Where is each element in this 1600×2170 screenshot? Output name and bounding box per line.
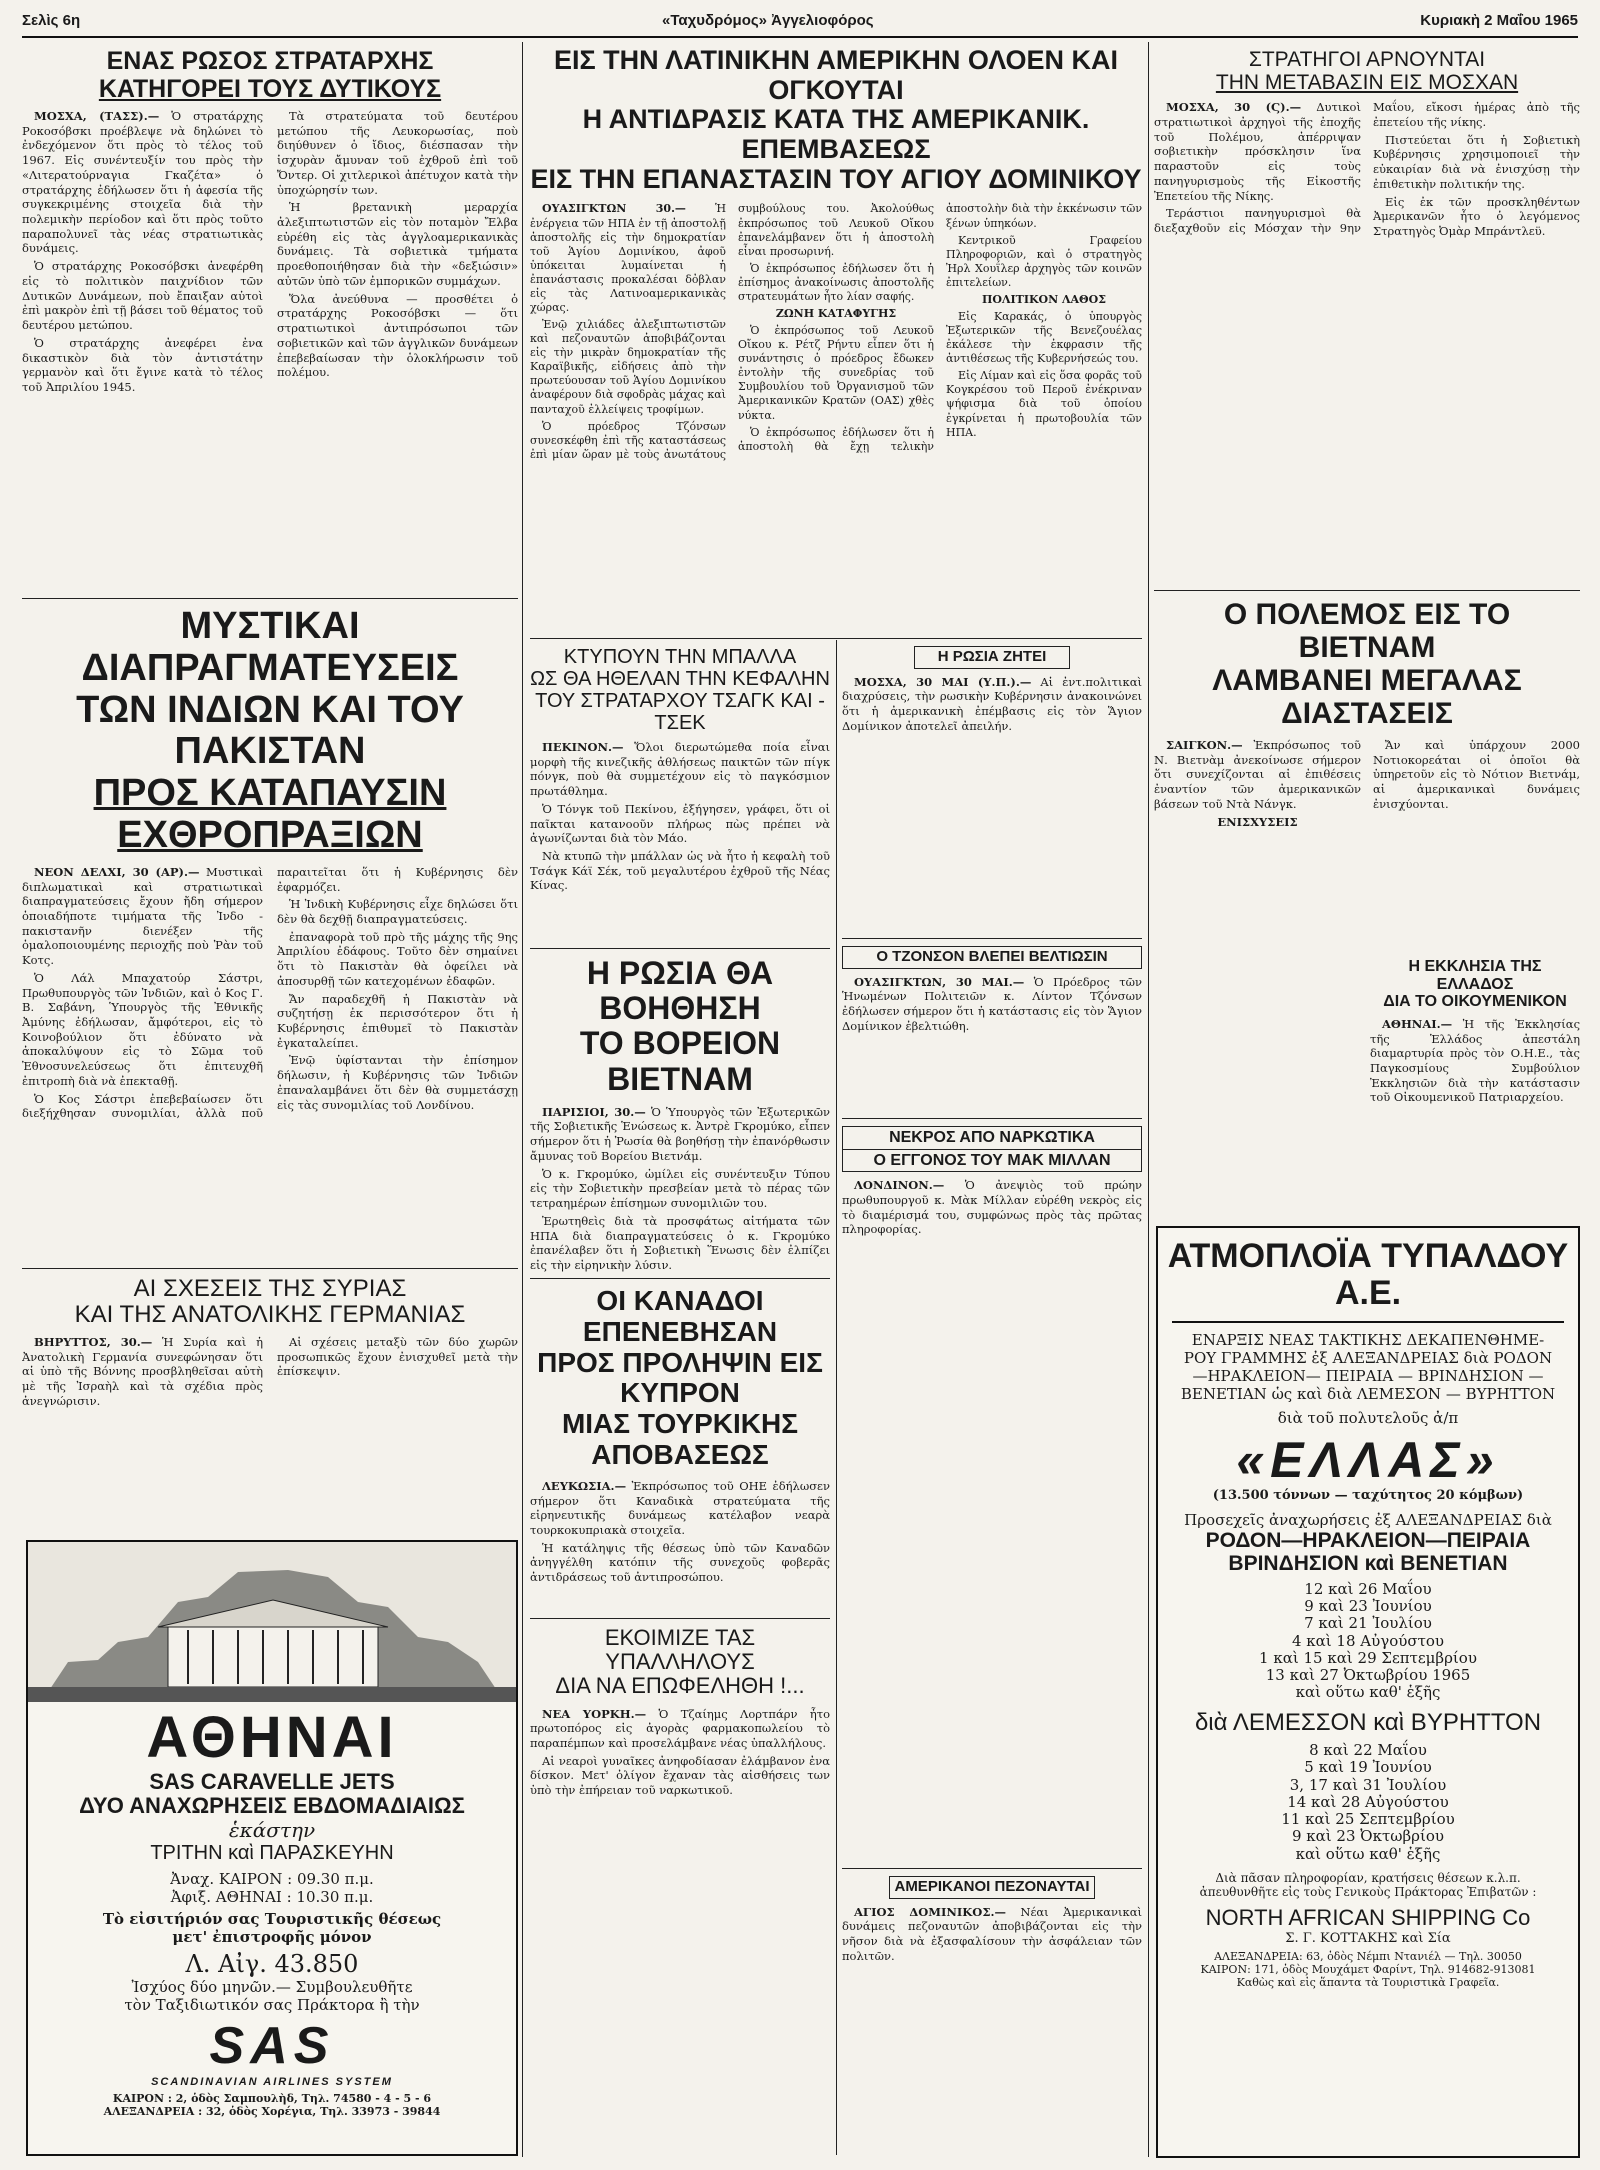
subheading: ΕΝΙΣΧΥΣΕΙΣ: [1217, 814, 1298, 829]
paragraph: Δυτικοὶ στρατιωτικοὶ ἀρχηγοὶ τῆς ἐποχῆς τοῦ Πολέμου, ἀπέρριψαν σοβιετικὴν πρόσκλησιν ἵνα παραστοῦν εἰς τοὺς πανηγυρισμοὺς τῆς Εἰκοστῆς Ἐπετείου τῆς Νίκης.: [1154, 100, 1361, 203]
article-body: [530, 1105, 830, 1276]
headline: ΤΩΝ ΙΝΔΙΩΝ ΚΑΙ ΤΟΥ ΠΑΚΙΣΤΑΝ: [76, 688, 464, 773]
paragraph: Ὁ Πρόεδρος τῶν Ἡνωμένων Πολιτειῶν κ. Λίντον Τζόνσων ἐδήλωσεν σήμερον ὅτι ἡ κατάστασις εἰς τὸν Ἅγιον Δομίνικον ἐβελτιώθη.: [842, 974, 1142, 1033]
headline: ΚΑΤΗΓΟΡΕΙ ΤΟΥΣ ΔΥΤΙΚΟΥΣ: [98, 74, 442, 103]
article-body: [530, 1707, 830, 2156]
paragraph: Αἱ ἐντ.πολιτικαὶ διαχρύσεις, τὴν ρωσικὴν Κυβέρνησιν ἀνακοινώνει ὅτι ἡ ἀμερικανικὴ ἐπέμβασις εἰς τὸν Ἅγιον Δομίνικον ἀποτελεῖ ἀπειλήν.: [842, 674, 1142, 733]
headline: Ο ΕΓΓΟΝΟΣ ΤΟΥ ΜΑΚ ΜΙΛΛΑΝ: [842, 1150, 1142, 1173]
ad-line: (13.500 τόννων — ταχύτητος 20 κόμβων): [1212, 1487, 1524, 1503]
ad-price: Λ. Αἰγ. 43.850: [185, 1950, 359, 1979]
dateline: ΟΥΑΣΙΓΚΤΩΝ, 30 ΜΑΙ.—: [854, 974, 1025, 989]
paragraph: Τὰ στρατεύματα τοῦ δευτέρου μετώπου τῆς Λευκορωσίας, ποὺ διηύθυνεν ὁ ἴδιος, διέσπασαν τὴν ἰσχυρὰν ἄμυναν τοῦ ἐχθροῦ ἐπὶ τοῦ Ὄντερ. Οἱ χιτλερικοὶ ἀπέτυχον κατὰ τὴν ὑποχώρησίν των.: [277, 109, 518, 197]
article-vietnam-war: [1154, 598, 1580, 958]
dateline: ΛΟΝΔΙΝΟΝ.—: [854, 1178, 945, 1193]
article-american-marines: [842, 1876, 1142, 2156]
article-latin-america: [530, 46, 1142, 636]
ad-line: διὰ τοῦ πολυτελοῦς ἀ/π: [1277, 1408, 1459, 1427]
ad-line: διὰ ΛΕΜΕΣΣΟΝ καὶ ΒΥΡΗΤΤΟΝ: [1194, 1708, 1542, 1736]
dateline: ΜΟΣΧΑ, 30 (Ϛ).—: [1166, 100, 1302, 115]
paragraph: Πιστεύεται ὅτι ἡ Σοβιετικὴ Κυβέρνησις χρησιμοποιεῖ τὴν εὐκαιρίαν διὰ νὰ ἐνισχύσῃ τὴν ἐπιθετικὴν πολιτικήν της.: [1373, 132, 1580, 191]
article-body: [1370, 1017, 1580, 1217]
masthead: [22, 6, 1578, 38]
headline: ΝΕΚΡΟΣ ΑΠΟ ΝΑΡΚΩΤΙΚΑ: [842, 1126, 1142, 1150]
headline: Ο ΠΟΛΕΜΟΣ ΕΙΣ ΤΟ ΒΙΕΤΝΑΜ: [1223, 598, 1511, 664]
headline: ΠΡΟΣ ΚΑΤΑΠΑΥΣΙΝ ΕΧΘΡΟΠΡΑΞΙΩΝ: [93, 772, 447, 856]
paragraph: Ὁ Τόνγκ τοῦ Πεκίνου, ἐξήγησεν, γράφει, ὅτι οἱ παῖκται κατανοοῦν πλήρως πὼς πρέπει νὰ ἀγωνίζωνται διὰ τὸν Μάο.: [530, 801, 830, 846]
paragraph: Ὁ ἐκπρόσωπος ἐδήλωσεν ὅτι ἡ ἀποστολὴ θὰ ἔχῃ τελικὴν ἀποστολὴν διὰ τὴν ἐκκένωσιν τῶν ξένων ὑπηκόων.: [738, 202, 1142, 453]
headline: Ο ΤΖΟΝΣΟΝ ΒΛΕΠΕΙ ΒΕΛΤΙΩΣΙΝ: [842, 946, 1142, 969]
ad-line: Προσεχεῖς ἀναχωρήσεις ἐξ ΑΛΕΞΑΝΔΡΕΙΑΣ διὰ: [1184, 1510, 1552, 1529]
article-body: [842, 1178, 1142, 1608]
typaldos-advertisement: [1156, 1226, 1580, 2158]
article-syria-germany: [22, 1276, 518, 1536]
paragraph: Ἐκπρόσωπος τοῦ Ν. Βιετνὰμ ἀνεκοίνωσε σήμερον ὅτι συνεχίζονται αἱ ἐπιθέσεις ἐναντίον τῶν ἀμερικανικῶν βάσεων τοῦ Ντὰ Νάνγκ.: [1154, 738, 1361, 811]
paragraph: Ἡ βρετανικὴ μεραρχία ἀλεξιπτωτιστῶν εἰς τὸν ποταμὸν Ἔλβα εὐρέθη εἰς τὰς ἀγγλοαμερικανικὰς δυνάμεις. Τὰ σοβιετικὰ τμήματα προεθοποιήθησαν διὰ τὴν «δεξιώσιν» αὐτῶν ὑπὸ τῶν ἐμπορικῶν συμμάχων.: [277, 200, 518, 288]
paragraph: Τεράστιοι πανηγυρισμοὶ θὰ διεξαχθοῦν εἰς Μόσχαν τὴν 9ην Μαΐου, εἴκοσι ἡμέρας ἀπὸ τῆς ἐπετείου τῆς νίκης.: [1154, 100, 1580, 235]
ad-line: —ΗΡΑΚΛΕΙΟΝ— ΠΕΙΡΑΙΑ — ΒΡΙΝΔΗΣΙΟΝ —: [1192, 1366, 1544, 1385]
article-russia-demands: [842, 646, 1142, 936]
headline: ΚΤΥΠΟΥΝ ΤΗΝ ΜΠΑΛΛΑ: [563, 646, 797, 668]
section-rule: [530, 1618, 830, 1619]
headline: ΩΣ ΘΑ ΗΘΕΛΑΝ ΤΗΝ ΚΕΦΑΛΗΝ: [530, 668, 830, 690]
headline: ΤΗΝ ΜΕΤΑΒΑΣΙΝ ΕΙΣ ΜΟΣΧΑΝ: [1215, 71, 1519, 95]
sailing-dates-list: [1158, 1742, 1578, 1863]
paragraph: Ὁ ἀνεψιὸς τοῦ πρώην πρωθυπουργοῦ κ. Μὰκ Μίλλαν εὑρέθη νεκρὸς εἰς τὸ διαμέρισμά του, συμφώνως πρὸς τὰς πρῶτας πληροφορίας.: [842, 1178, 1142, 1237]
section-rule: [1154, 590, 1580, 591]
agent-subtitle: Σ. Γ. ΚΟΤΤΑΚΗΣ καὶ Σία: [1285, 1930, 1451, 1946]
paragraph: Ἡ κατάληψις τῆς θέσεως ὑπὸ τῶν Καναδῶν ἀνηγγέλθη κατόπιν τῆς συνεχοῦς φοβερᾶς ἀντιδράσεως τοῦ ἀντιπροσώπου.: [530, 1540, 830, 1585]
headline: ΤΟΥ ΣΤΡΑΤΑΡΧΟΥ ΤΣΑΓΚ ΚΑΙ - ΤΣΕΚ: [535, 690, 825, 734]
headline: ΑΙ ΣΧΕΣΕΙΣ ΤΗΣ ΣΥΡΙΑΣ: [133, 1276, 407, 1302]
dateline: ΝΕΑ ΥΟΡΚΗ.—: [542, 1706, 647, 1721]
paragraph: Ἡ τῆς Ἐκκλησίας τῆς Ἑλλάδος ἀπεστάλη διαμαρτυρία πρὸς τὸν Ο.Η.Ε., τὰς Παγκοσμίους Συμβούλιον Ἐκκλησιῶν διὰ τὴν κατάστασιν τοῦ Οἰκουμενικοῦ Πατριαρχείου.: [1370, 1016, 1580, 1105]
paragraph: ἐπαναφορὰ τοῦ πρὸ τῆς μάχης τῆς 9ης Ἀπριλίου ἐδάφους. Τοῦτο δὲν σημαίνει ὅτι τὸ Πακιστὰν θὰ ὀφείλει νὰ ἀποσυρθῇ τῶν κατεχομένων ἐδαφῶν.: [277, 929, 518, 988]
article-russian-marshal: [22, 48, 518, 588]
paragraph: Ἡ ἐνέργεια τῶν ΗΠΑ ἐν τῇ ἀποστολῇ ἀποστολῆς εἰς τὴν δημοκρατίαν τοῦ Ἁγίου Δομινίκου, ἀφοῦ ὑπόκειται λυμαίνεται ἡ ἐπανάστασις προκαλέσαι δὀβλαν εἰς τὰς Λατινοαμερικανικὰς χώρας.: [530, 202, 726, 314]
sailing-date: 9 καὶ 23 Ἰουνίου: [1304, 1597, 1432, 1616]
ad-address: ΚΑΙΡΟΝ: 171, ὁδὸς Μουχάμετ Φαρίντ, Τηλ. 914682-913081: [1200, 1962, 1536, 1976]
paragraph: Αἱ νεαροὶ γυναῖκες ἀνηφοδίασαν ἐλάμβανον ἐνα δίσκον. Μετ' ὀλίγον ἔχαναν τὰς αἰσθήσεις των ὑπὸ τὴν ἐπήρειαν τοῦ ναρκωτικοῦ.: [530, 1753, 830, 1798]
paragraph: Ἐνῷ ὑφίστανται τὴν ἐπίσημον δήλωσιν, ἡ Κυβέρνησις τῶν Ἰνδιῶν ἐπαναλαμβάνει ὅτι δὲν θὰ συμμετάσχῃ εἰς τὰς συνομιλίας τοῦ Λονδίνου.: [277, 1053, 518, 1112]
ad-line: Διὰ πᾶσαν πληροφορίαν, κρατήσεις θέσεων κ.λ.π.: [1215, 1870, 1521, 1885]
headline: ΜΥΣΤΙΚΑΙ ΔΙΑΠΡΑΓΜΑΤΕΥΣΕΙΣ: [81, 606, 459, 689]
ad-address: Καθὼς καὶ εἰς ἅπαντα τὰ Τουριστικὰ Γραφεῖα.: [1236, 1975, 1500, 1989]
parliament-building-illustration: [28, 1542, 516, 1702]
ad-line: ΡΟΔΟΝ—ΗΡΑΚΛΕΙΟΝ—ΠΕΙΡΑΙΑ: [1205, 1528, 1531, 1552]
paragraph: Εἰς Καρακάς, ὁ ὑπουργὸς Ἐξωτερικῶν τῆς Βενεζουέλας ἐκάλεσε τὴν ἐκφρασιν τῆς ἀντιθέσεως τῆς Κυβερνήσεώς του.: [946, 309, 1142, 366]
paragraph: Νὰ κτυπῶ τὴν μπάλλαν ὡς νὰ ἦτο ἡ κεφαλὴ τοῦ Τσάγκ Κάϊ Σέκ, τοῦ μεγαλυτέρου ἐχθροῦ τῆς Νέας Κίνας.: [530, 849, 830, 893]
ad-line: ἀπευθυνθῆτε εἰς τοὺς Γενικοὺς Πράκτορας Ἐπιβατῶν :: [1199, 1884, 1537, 1899]
ad-line: Ἀφιξ. ΑΘΗΝΑΙ : 10.30 π.μ.: [170, 1888, 374, 1907]
paragraph: Ὁ ἐκπρόσωπος ἐδήλωσεν ὅτι ἡ ἐπίσημος ἀνακοίνωσις ἀποστολῆς στρατευμάτων ἦτο λίαν σαφής.: [738, 261, 934, 303]
sailing-date: 12 καὶ 26 Μαΐου: [1304, 1579, 1432, 1598]
headline: ΟΙ ΚΑΝΑΔΟΙ ΕΠΕΝΕΒΗΣΑΝ: [582, 1286, 778, 1347]
sailing-date: 11 καὶ 25 Σεπτεμβρίου: [1281, 1810, 1455, 1829]
dateline: ΒΗΡΥΤΤΟΣ, 30.—: [34, 1334, 153, 1349]
sailing-date: 13 καὶ 27 Ὀκτωβρίου 1965: [1265, 1666, 1471, 1685]
dateline: ΝΕΟΝ ΔΕΛΧΙ, 30 (ΑΡ).—: [34, 864, 200, 879]
subheading: ΖΩΝΗ ΚΑΤΑΦΥΓΗΣ: [775, 306, 897, 320]
ad-line: ἑκάστην: [228, 1818, 316, 1843]
article-body: [22, 865, 518, 1266]
article-body: [22, 1335, 518, 1510]
ad-rule: [1172, 1321, 1564, 1323]
ad-title: ΑΤΜΟΠΛΟΪΑ ΤΥΠΑΛΔΟΥ Α.Ε.: [1167, 1237, 1569, 1313]
ad-line: Ἰσχύος δύο μηνῶν.— Συμβουλευθῆτε: [131, 1978, 413, 1997]
paragraph: Ἐρωτηθεὶς διὰ τὰ προσφάτως αἰτήματα τῶν ΗΠΑ διὰ διαπραγματεύσεις ὁ κ. Γκρομύκο ἐπανέλαβεν ὅτι ἡ Σοβιετικὴ Ἕνωσις δὲν ἐλπίζει εἰς τὴν εἰρηνικὴν λύσιν.: [530, 1213, 830, 1272]
dateline: ΛΕΥΚΩΣΙΑ.—: [542, 1478, 627, 1493]
article-body: [842, 975, 1142, 1100]
sailing-date: 14 καὶ 28 Αὐγούστου: [1287, 1792, 1449, 1811]
sailing-date: 3, 17 καὶ 31 Ἰουλίου: [1289, 1775, 1447, 1794]
subheading: ΠΟΛΙΤΙΚΟΝ ΛΑΘΟΣ: [981, 292, 1107, 306]
article-body: [22, 109, 518, 569]
ad-line: ΒΡΙΝΔΗΣΙΟΝ καὶ ΒΕΝΕΤΙΑΝ: [1228, 1551, 1508, 1575]
article-body: [842, 675, 1142, 925]
dateline: ΑΘΗΝΑΙ.—: [1382, 1016, 1453, 1031]
headline: Η ΡΩΣΙΑ ΖΗΤΕΙ: [914, 646, 1070, 669]
headline: ΕΝΑΣ ΡΩΣΟΣ ΣΤΡΑΤΑΡΧΗΣ: [106, 48, 434, 75]
paragraph: Ὁ Λάλ Μπαχατούρ Σάστρι, Πρωθυπουργὸς τῶν Ἰνδιῶν, καὶ ὁ Κος Γ. Β. Σαβάνη, Ὑπουργὸς τῆς Ἐθνικῆς Ἀμύνης ἐδήλωσαν, ἄμφότεροι, εἰς τὸ Κοινοβούλιον ὅτι ἐδύνατο νὰ ἀποκαλύψουν εἰς τὸ Σῶμα τοῦ Ἐθνοσυνελεύσεως ὅτι ἐπιτευχθῆ ἐπιτροπὴ διὰ νὰ ἐπεκταθῇ.: [22, 970, 263, 1088]
headline: ΜΙΑΣ ΤΟΥΡΚΙΚΗΣ ΑΠΟΒΑΣΕΩΣ: [561, 1408, 799, 1470]
ad-title: ΑΘΗΝΑΙ: [146, 1705, 398, 1770]
dateline: ΜΟΣΧΑ, (ΤΑΣΣ).—: [34, 109, 160, 123]
paragraph: Ἄν καὶ ὑπάρχουν 2000 Νοτιοκορεάται οἱ ὁποῖοι θὰ ὑπηρετοῦν εἰς τὸ Νότιον Βιετνάμ, αἱ ἀμερικανικαὶ δυνάμεις ἐνισχύονται.: [1373, 738, 1580, 811]
paragraph: Ὁ Κος Σάστρι ἐπεβεβαίωσεν ὅτι διεξήχθησαν συνομιλίαι, ἀλλὰ ποῦ παραιτεῖται ὅτι ἡ Κυβέρνησις δὲν ἐφαρμόζει.: [22, 864, 518, 1121]
sailing-date: καὶ οὕτω καθ' ἑξῆς: [1295, 1683, 1441, 1702]
article-body: [1154, 100, 1580, 570]
article-body: [1154, 738, 1580, 958]
article-macmillan-grandson: [842, 1126, 1142, 1626]
paragraph: Ὁ στρατάρχης Ροκοσόβσκι ἀνεφέρθη εἰς τὸ πολιτικὸν παιχνίδιον τῶν Δυτικῶν Δυνάμεων, ποὺ ἔπαιξαν αὐτοὶ ἐπὶ μακρὸν ἐπὶ τῇ βάσει τοῦ θέματος τοῦ δευτέρου μετώπου.: [22, 259, 263, 333]
article-body: [842, 1905, 1142, 2135]
headline: Η ΑΝΤΙΔΡΑΣΙΣ ΚΑΤΑ ΤΗΣ ΑΜΕΡΙΚΑΝΙΚ. ΕΠΕΜΒΑΣΕΩΣ: [582, 104, 1090, 165]
headline: Η ΕΚΚΛΗΣΙΑ ΤΗΣ ΕΛΛΑΔΟΣ: [1408, 958, 1542, 993]
dateline: ΑΓΙΟΣ ΔΟΜΙΝΙΚΟΣ.—: [854, 1904, 1006, 1919]
paragraph: Αἱ σχέσεις μεταξὺ τῶν δύο χωρῶν προσωπικῶς ἔχουν ἐνισχυθεῖ μετὰ τὴν ἐπίσκεψιν.: [277, 1334, 518, 1379]
headline: ΛΑΜΒΑΝΕΙ ΜΕΓΑΛΑΣ ΔΙΑΣΤΑΣΕΙΣ: [1212, 664, 1522, 730]
paragraph: Ὁ Ὑπουργὸς τῶν Ἐξωτερικῶν τῆς Σοβιετικῆς Ἑνώσεως κ. Ἀντρὲ Γκρομύκο, εἶπεν σήμερον ὅτι ἡ Ῥωσία θὰ βοηθήσῃ τὴν ἐπανόρθωσιν ἄμυνας τοῦ Βορείου Βιετνάμ.: [530, 1104, 830, 1163]
page-number: Σελὶς 6η: [22, 12, 81, 29]
column-rule: [522, 42, 523, 2157]
newspaper-name: «Ταχυδρόμος» Ἀγγελιοφόρος: [662, 12, 874, 29]
headline: ΕΙΣ ΤΗΝ ΕΠΑΝΑΣΤΑΣΙΝ ΤΟΥ ΑΓΙΟΥ ΔΟΜΙΝΙΚΟΥ: [530, 163, 1142, 194]
paragraph: Ὁ ἐκπρόσωπος τοῦ Λευκοῦ Οἴκου κ. Ρέτζ Ρήντυ εἶπεν ὅτι ἡ συνάντησις ὁ πρόεδρος ἔδωκεν ἐντολὴν τῆς συνεδρίας τοῦ Συμβουλίου τοῦ Ὀργανισμοῦ τῶν Ἀμερικανικῶν Κρατῶν (ΟΑΣ) χθὲς νύκτα.: [738, 324, 934, 422]
section-rule: [22, 1268, 518, 1269]
dateline: ΣΑΙΓΚΟΝ.—: [1166, 738, 1243, 752]
paragraph: Μυστικαὶ διπλωματικαὶ καὶ στρατιωτικαὶ διαπραγματεύσεις ἔχουν ἤδη σήμερον ὁποιαδήποτε τιμήματα τῆς Ἰνδο - πακιστανῆν διενέξεν τῆς ὁμαλοποιουμένης περιοχῆς ποὺ Ῥὰν τοῦ Κοτς.: [22, 864, 263, 968]
headline: ΑΜΕΡΙΚΑΝΟΙ ΠΕΖΟΝΑΥΤΑΙ: [889, 1876, 1095, 1899]
paragraph: Ἐνῷ χιλιάδες ἀλεξιπτωτιστῶν καὶ πεζοναυτῶν ἀποβιβάζονται εἰς τὴν μικρὰν δημοκρατίαν τῆς Καραϊβικῆς, εἰδήσεις ἀπὸ τὴν πρωτεύουσαν τοῦ Ἁγίου Δομινίκου ἀναφέρουν διὰ σφοδρὰς μάχας καὶ πανταχοῦ ἐλλείψεις τροφίμων.: [530, 318, 726, 416]
paragraph: Κεντρικοῦ Γραφείου Πληροφοριῶν, καὶ ὁ στρατηγὸς Ἠρλ Χουΐλερ ἀρχηγὸς τῶν κοινῶν ἐπιτελείων.: [946, 233, 1142, 289]
sailing-date: 1 καὶ 15 καὶ 29 Σεπτεμβρίου: [1259, 1648, 1477, 1667]
ad-address: ΑΛΕΞΑΝΔΡΕΙΑ: 63, ὁδὸς Νέμπι Ντανιέλ — Τηλ. 30050: [1214, 1949, 1522, 1963]
paragraph: Ὅλοι διερωτώμεθα ποία εἶναι μορφὴ τῆς κινεζικῆς ἀθλήσεως παικτῶν τῶν πίγκ πόνγκ, ποὺ θὰ συμμετέχουν εἰς τὸ παγκόσμιον πρωτάθλημα.: [530, 740, 830, 799]
issue-date: Κυριακὴ 2 Μαΐου 1965: [1420, 12, 1578, 29]
sailing-date: 4 καὶ 18 Αὐγούστου: [1291, 1631, 1445, 1650]
headline: Η ΡΩΣΙΑ ΘΑ ΒΟΗΘΗΣΗ: [586, 956, 774, 1027]
headline: ΤΟ ΒΟΡΕΙΟΝ ΒΙΕΤΝΑΜ: [579, 1025, 781, 1097]
ad-line: Ἀναχ. ΚΑΙΡΟΝ : 09.30 π.μ.: [170, 1870, 374, 1889]
ad-line: Τὸ εἰσιτήριόν σας Τουριστικῆς θέσεως: [102, 1910, 442, 1929]
article-johnson-improvement: [842, 946, 1142, 1116]
paragraph: Ὁ Τζαίημς Λορτπάρν ἦτο πρωτοπόρος εἰς ἀγορὰς φαρμακοπωλείου τὸ παραπέμπων καὶ προσελάμβανε νέας ὑπαλλήλους.: [530, 1706, 830, 1750]
ad-address: ΑΛΕΞΑΝΔΡΕΙΑ : 32, ὁδὸς Χορέγια, Τηλ. 33973 - 39844: [103, 2105, 441, 2119]
headline: ΔΙΑ ΝΑ ΕΠΩΦΕΛΗΘΗ !...: [555, 1673, 805, 1699]
section-rule: [842, 1868, 1142, 1869]
sailing-dates-list: [1158, 1581, 1578, 1702]
article-canadians-cyprus: [530, 1286, 830, 1616]
agent-name: NORTH AFRICAN SHIPPING Co: [1205, 1904, 1531, 1930]
headline: ΠΡΟΣ ΠΡΟΛΗΨΙΝ ΕΙΣ ΚΥΠΡΟΝ: [537, 1346, 823, 1409]
paragraph: Ἄν παραδεχθῆ ἡ Πακιστὰν νὰ συζητήσῃ ἐκ περισσότερον ὅτι ἡ Κυβέρνησις ἐπιθυμεῖ τὸ Πακιστὰν ἐγκαταλείπει.: [277, 991, 518, 1050]
article-body: [530, 1479, 830, 1616]
article-generals-refuse: [1154, 48, 1580, 588]
paragraph: Ἐκπρόσωπος τοῦ ΟΗΕ ἐδήλωσεν σήμερον ὅτι Καναδικὰ στρατεύματα τῆς εἰρηνευτικῆς δυνάμεως κατέλαβον νεαρὰ τουρκοκυπριακὰ στοιχεῖα.: [530, 1478, 830, 1537]
paragraph: Νέαι Ἀμερικανικαὶ δυνάμεις πεζοναυτῶν ἀποβιβάζονται εἰς τὴν νῆσον διὰ νὰ ἐξασφαλίσουν τὴν ἀσφάλειαν τῶν πολιτῶν.: [842, 1904, 1142, 1963]
paragraph: Εἰς ἐκ τῶν προσκληθέντων Ἀμερικανῶν ἦτο ὁ λεγόμενος Στρατηγὸς Ὀμὰρ Μπράντλεϋ.: [1373, 194, 1580, 238]
sas-logo: SAS: [209, 2017, 335, 2076]
section-rule: [530, 948, 830, 949]
headline: ΕΙΣ ΤΗΝ ΛΑΤΙΝΙΚΗΝ ΑΜΕΡΙΚΗΝ ΟΛΟΕΝ ΚΑΙ ΟΓΚΟΥΤΑΙ: [553, 46, 1119, 105]
sailing-date: 9 καὶ 23 Ὀκτωβρίου: [1291, 1827, 1445, 1846]
dateline: ΟΥΑΣΙΓΚΤΩΝ 30.—: [542, 202, 686, 216]
headline: ΚΑΙ ΤΗΣ ΑΝΑΤΟΛΙΚΗΣ ΓΕΡΜΑΝΙΑΣ: [74, 1301, 466, 1329]
sailing-date: καὶ οὕτω καθ' ἑξῆς: [1295, 1844, 1441, 1863]
section-rule: [530, 638, 1142, 639]
headline: ΔΙΑ ΤΟ ΟΙΚΟΥΜΕΝΙΚΟΝ: [1383, 993, 1567, 1011]
ad-address: ΚΑΙΡΟΝ : 2, ὁδὸς Σαμπουλὴδ, Τηλ. 74580 - 4 - 5 - 6: [112, 2092, 432, 2106]
ad-line: ΒΕΝΕΤΙΑΝ ὡς καὶ διὰ ΛΕΜΕΣΟΝ — ΒΥΡΗΤΤΟΝ: [1180, 1384, 1556, 1403]
article-body: [530, 202, 1142, 636]
paragraph: Ὅλα ἀνεύθυνα — προσθέτει ὁ στρατάρχης Ροκοσόβσκι — ὅτι στρατιωτικοὶ ἀντιπρόσωποι τῶν σοβιετικῶν καὶ τῶν ἀγγλικῶν δυνάμεων ἐπεβεβαίωσαν τὴν ὁλοκλήρωσιν τοῦ πολέμου.: [277, 291, 518, 380]
article-body: [530, 740, 830, 946]
column-rule: [836, 640, 837, 2155]
section-rule: [842, 938, 1142, 939]
article-ping-pong: [530, 646, 830, 946]
ship-name: «ΕΛΛΑΣ»: [1236, 1431, 1500, 1488]
section-rule: [842, 1118, 1142, 1119]
headline: ΣΤΡΑΤΗΓΟΙ ΑΡΝΟΥΝΤΑΙ: [1248, 48, 1486, 71]
paragraph: Ὁ πρόεδρος Τζόνσων συνεσκέφθη ἐπὶ τῆς καταστάσεως ἐπὶ μίαν ὥραν μὲ τοὺς ἀνωτάτους συμβούλους του. Ἀκολούθως ἐκπρόσωπος τοῦ Λευκοῦ Οἴκου ἐπανελάμβανεν ὅτι ἡ ἀποστολὴ εἶναι προσωρινή.: [530, 202, 934, 461]
article-sleeping-clerks: [530, 1626, 830, 2156]
paragraph: Ὁ στρατάρχης ἀνεφέρει ἐνα δικαστικὸν διὰ τὸν ἀντιστάτην γερμανὸν καὶ ὅτι ἔγινε κατὰ τὸ τέλος τοῦ Ἀπριλίου 1945.: [22, 335, 263, 394]
article-russia-vietnam: [530, 956, 830, 1276]
ad-line: ΔΥΟ ΑΝΑΧΩΡΗΣΕΙΣ ΕΒΔΟΜΑΔΙΑΙΩΣ: [79, 1792, 465, 1818]
sailing-date: 8 καὶ 22 Μαΐου: [1309, 1741, 1427, 1760]
section-rule: [530, 1278, 830, 1279]
section-rule: [22, 598, 518, 599]
dateline: ΠΑΡΙΣΙΟΙ, 30.—: [542, 1104, 646, 1119]
ad-line: ΡΟΥ ΓΡΑΜΜΗΣ ἐξ ΑΛΕΞΑΝΔΡΕΙΑΣ διὰ ΡΟΔΟΝ: [1183, 1348, 1553, 1367]
paragraph: Ἡ Ἰνδικὴ Κυβέρνησις εἶχε δηλώσει ὅτι δὲν θὰ δεχθῇ διαπραγματεύσεις.: [277, 897, 518, 926]
sas-advertisement: [26, 1540, 518, 2156]
sailing-date: 5 καὶ 19 Ἰουνίου: [1304, 1758, 1432, 1777]
paragraph: Ἡ Συρία καὶ ἡ Ἀνατολικὴ Γερμανία συνεφώνησαν ὅτι αἱ ὑπὸ τῆς Βόννης προσβληθεῖσαι αὐτὴ μὲ τῆς Ἰσραὴλ καὶ τὰ σχέδια πρὸς ἀνεγνώρισιν.: [22, 1334, 263, 1408]
ad-line: ΕΝΑΡΞΙΣ ΝΕΑΣ ΤΑΚΤΙΚΗΣ ΔΕΚΑΠΕΝΘΗΜΕ-: [1191, 1330, 1545, 1349]
paragraph: Ὁ κ. Γκρομύκο, ὡμίλει εἰς συνέντευξιν Τύπου εἰς τὴν Σοβιετικὴν πρεσβείαν μετὰ τὸ πέρας τῶν τετραημέρων ἐπίσημων συνομιλιῶν του.: [530, 1166, 830, 1211]
ad-line: μετ' ἐπιστροφῆς μόνον: [172, 1928, 372, 1947]
headline: ΕΚΟΙΜΙΖΕ ΤΑΣ ΥΠΑΛΛΗΛΟΥΣ: [604, 1626, 756, 1675]
dateline: ΜΟΣΧΑ, 30 ΜΑΙ (Υ.Π.).—: [854, 674, 1032, 689]
column-rule: [1148, 42, 1149, 2157]
ad-line: ΤΡΙΤΗΝ καὶ ΠΑΡΑΣΚΕΥΗΝ: [150, 1842, 394, 1865]
paragraph: Εἰς Λίμαν καὶ εἰς ὅσα φορᾶς τοῦ Κογκρέσου τοῦ Περοῦ ἐνέκριναν ψήφισμα διὰ τοῦ ὁποίου ἐγκρίνεται ἡ πρωτοβουλία τῶν ΗΠΑ.: [946, 369, 1142, 439]
article-greek-church: [1154, 958, 1580, 1220]
article-india-pakistan: [22, 606, 518, 1266]
ad-line: τὸν Ταξιδιωτικόν σας Πράκτορα ἢ τὴν: [124, 1996, 420, 2015]
sas-logo-subtitle: SCANDINAVIAN AIRLINES SYSTEM: [151, 2076, 393, 2089]
sailing-date: 7 καὶ 21 Ἰουλίου: [1304, 1614, 1432, 1633]
ad-line: SAS CARAVELLE JETS: [149, 1768, 395, 1794]
paragraph: Ὁ στρατάρχης Ροκοσόβσκι προέβλεψε νὰ δηλώνει τὸ ἐνδεχόμενον ὅτι πρὸς τὸ τέλος τοῦ 1967. Εἰς συνέντευξίν του πρὸς τὴν «Λιτερατούρναγια Γκαζέτα» ὁ στρατάρχης ἐδήλωσεν ὅτι ἡ ἀφεσία τῆς συγκεκριμένης στοιχεῖα διὰ τὴν πολεμικὴν περίοδον καὶ ὅτι πρὸς τοῦτο παραπολυνεῖ τὰς νέας στρατιωτικὰς δυνάμεις.: [22, 109, 264, 256]
dateline: ΠΕΚΙΝΟΝ.—: [542, 740, 624, 754]
